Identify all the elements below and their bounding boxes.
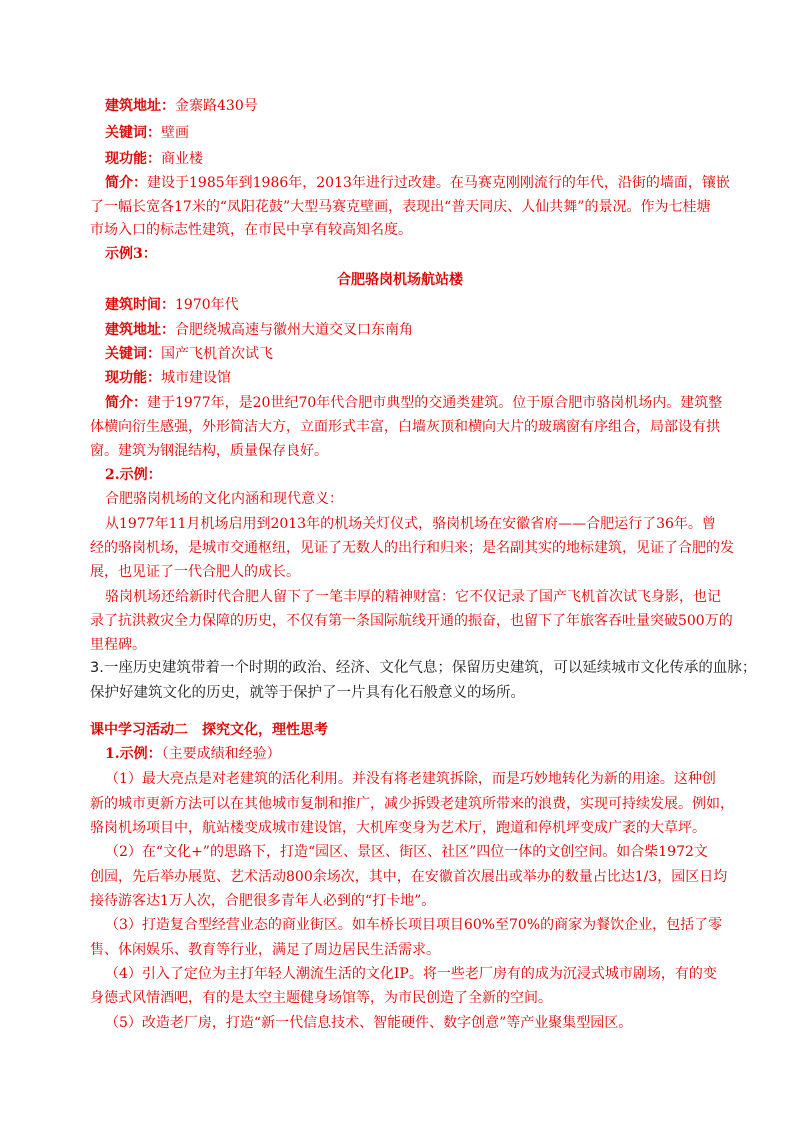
sec2-para1-line: 经的骆岗机场，是城市交通枢纽，见证了无数人的出行和归来；是名副其实的地标建筑，见证了合肥的发	[90, 540, 734, 556]
activity2-item1-line: 骆岗机场项目中，航站楼变成城市建设馆，大机库变身为艺术厅，跑道和停机坪变成广袤的大草坪。	[90, 820, 706, 836]
ex3-time: 建筑时间：1970年代	[105, 297, 239, 313]
sec2-intro: 合肥骆岗机场的文化内涵和现代意义：	[105, 491, 343, 507]
activity2-heading: 课中学习活动二 探究文化，理性思考	[90, 722, 328, 738]
activity2-example-label: 1.示例：（主要成绩和经验）	[105, 746, 281, 762]
activity2-item4-line: （4）引入了定位为主打年轻人潮流生活的文化IP。将一些老厂房有的成为沉浸式城市剧场，有的变	[105, 966, 717, 982]
ex2-address: 建筑地址：金寨路430号	[105, 98, 258, 114]
activity2-item2-line: 接待游客达1万人次，合肥很多青年人必到的“打卡地”。	[90, 893, 436, 909]
ex3-title: 合肥骆岗机场航站楼	[337, 272, 463, 288]
ex2-function: 现功能：商业楼	[105, 151, 203, 167]
sec2-para2-line: 录了抗洪救灾全力保障的历史，不仅有第一条国际航线开通的振奋，也留下了年旅客吞吐量突破500万的	[90, 613, 733, 629]
sec2-para1-line: 从1977年11月机场启用到2013年的机场关灯仪式，骆岗机场在安徽省府——合肥运行了36年。曾	[105, 516, 716, 532]
ex2-intro-line: 简介：建设于1985年到1986年，2013年进行过改建。在马赛克刚刚流行的年代，沿街的墙面，镶嵌	[105, 175, 730, 191]
sec2-para2-line: 骆岗机场还给新时代合肥人留下了一笔丰厚的精神财富：它不仅记录了国产飞机首次试飞身影，也记	[105, 589, 721, 605]
ex3-label: 示例3：	[105, 246, 157, 262]
activity2-item3-line: 售、休闲娱乐、教育等行业，满足了周边居民生活需求。	[90, 942, 440, 958]
activity2-item3-line: （3）打造复合型经营业态的商业街区。如车桥长项目项目60%至70%的商家为餐饮企业，包括了零	[105, 917, 723, 933]
ex3-keywords: 关键词：国产飞机首次试飞	[105, 346, 273, 362]
ex2-keywords: 关键词：壁画	[105, 125, 189, 141]
ex3-intro-line: 体横向衍生感强，外形简洁大方，立面形式丰富，白墙灰顶和横向大片的玻璃窗有序组合，局部设有拱	[90, 419, 720, 435]
sec2-para1-line: 展，也见证了一代合肥人的成长。	[90, 564, 300, 580]
ex2-intro-line: 市场入口的标志性建筑，在市民中享有较高知名度。	[90, 222, 412, 238]
activity2-item5-line: （5）改造老厂房，打造“新一代信息技术、智能硬件、数字创意”等产业聚集型园区。	[105, 1015, 633, 1031]
activity2-item2-line: 创园，先后举办展览、艺术活动800余场次，其中，在安徽首次展出或举办的数量占比达1/3，园区日均	[90, 869, 728, 885]
activity2-item1-line: （1）最大亮点是对老建筑的活化利用。并没有将老建筑拆除，而是巧妙地转化为新的用途。这种创	[105, 771, 716, 787]
sec3-line: 保护好建筑文化的历史，就等于保护了一片具有化石般意义的场所。	[90, 685, 525, 701]
ex3-intro-line: 简介：建于1977年，是20世纪70年代合肥市典型的交通类建筑。位于原合肥市骆岗机场内。建筑整	[105, 395, 723, 411]
sec2-heading: 2.示例：	[105, 467, 162, 483]
ex2-intro-line: 了一幅长宽各17米的“凤阳花鼓”大型马赛克壁画，表现出“普天同庆、人仙共舞”的景况。作为七桂塘	[90, 199, 711, 215]
ex3-function: 现功能：城市建设馆	[105, 370, 231, 386]
sec3-line: 3.一座历史建筑带着一个时期的政治、经济、文化气息；保留历史建筑，可以延续城市文化传承的血脉；	[90, 660, 757, 676]
activity2-item1-line: 新的城市更新方法可以在其他城市复制和推广，减少拆毁老建筑所带来的浪费，实现可持续发展。例如，	[90, 796, 734, 812]
activity2-item2-line: （2）在“文化+”的思路下，打造“园区、景区、街区、社区”四位一体的文创空间。如合柴1972文	[105, 844, 708, 860]
sec2-para2-line: 里程碑。	[90, 637, 146, 653]
ex3-intro-line: 窗。建筑为钢混结构，质量保存良好。	[90, 443, 328, 459]
ex3-address: 建筑地址：合肥绕城高速与徽州大道交叉口东南角	[105, 322, 413, 338]
activity2-item4-line: 身德式风情酒吧，有的是太空主题健身场馆等，为市民创造了全新的空间。	[90, 990, 552, 1006]
